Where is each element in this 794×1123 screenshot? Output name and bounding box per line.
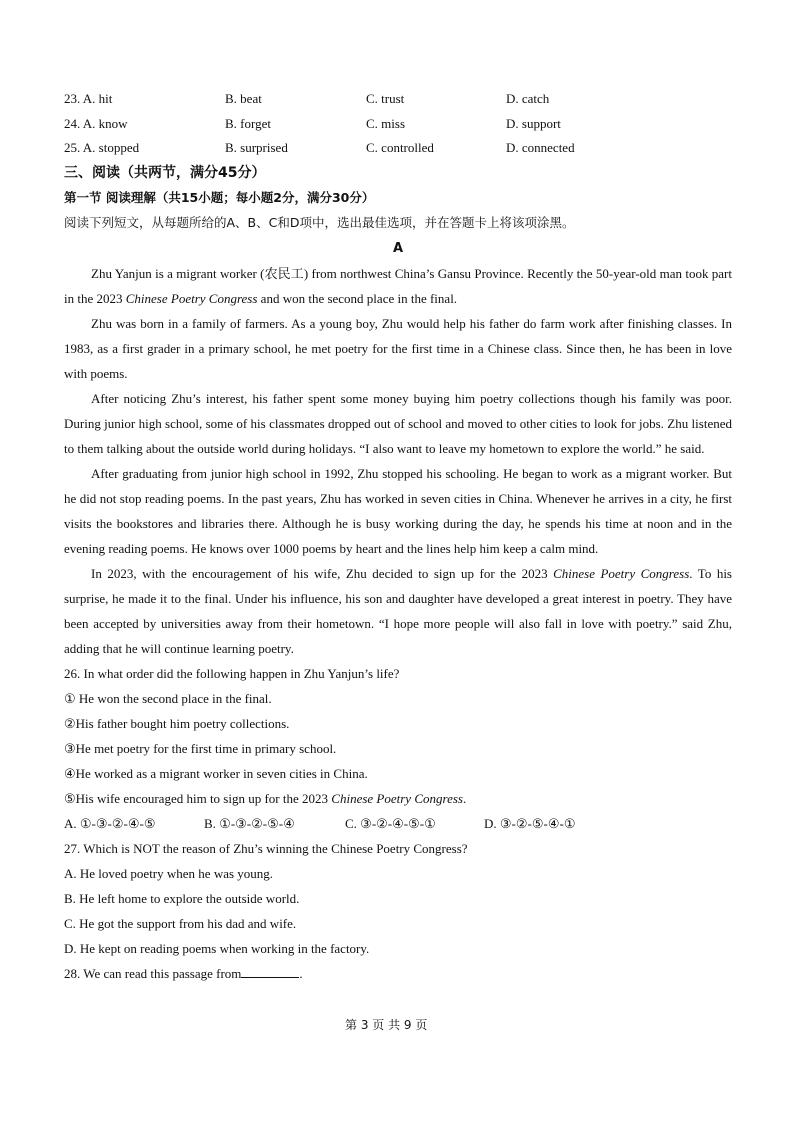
section-heading: 三、阅读（共两节，满分45分） xyxy=(64,164,266,181)
choice-row-25 xyxy=(64,136,732,161)
answer-blank[interactable] xyxy=(241,965,299,978)
question-26-option-a[interactable]: A. ①-③-②-④-⑤ xyxy=(64,815,156,831)
choice-23-b: B. beat xyxy=(225,91,262,107)
question-27-option-d[interactable]: D. He kept on reading poems when working in the factory. xyxy=(64,940,370,956)
passage-paragraph-3: After noticing Zhu’s interest, his father spent some money buying him poetry collections though his family was poor. During junior high school, some of his classmates dropped out of school and moved to other cities to look for jobs. Zhu listened to them talking about the outside world during holidays. “I also want to leave my hometown to explore the world.” he said. xyxy=(64,390,732,456)
question-27-option-a[interactable]: A. He loved poetry when he was young. xyxy=(64,865,274,881)
choices-block xyxy=(64,87,732,161)
choice-row-23 xyxy=(64,87,732,112)
question-26-item-1: ① He won the second place in the final. xyxy=(64,690,272,706)
question-26 xyxy=(64,661,732,836)
question-27-option-b[interactable]: B. He left home to explore the outside world. xyxy=(64,890,300,906)
choice-row-24 xyxy=(64,112,732,137)
question-26-item-2: ②His father bought him poetry collections. xyxy=(64,715,290,731)
choice-23-c: C. trust xyxy=(366,91,405,107)
passage-paragraph-1: Zhu Yanjun is a migrant worker (农民工) from northwest China’s Gansu Province. Recently the 50-year-old man took part in the 2023 Chinese Poetry Congress and won the second place in the final. xyxy=(64,265,732,306)
question-28-stem: 28. We can read this passage from xyxy=(64,965,242,981)
question-26-option-d[interactable]: D. ③-②-⑤-④-① xyxy=(484,815,576,831)
choice-24-c: C. miss xyxy=(366,115,406,131)
passage-paragraph-2: Zhu was born in a family of farmers. As a young boy, Zhu would help his father do farm work after finishing classes. In 1983, as a first grader in a primary school, he met poetry for the first time in a Chinese class. Since then, he has been in love with poems. xyxy=(64,315,732,381)
passage-paragraph-4: After graduating from junior high school in 1992, Zhu stopped his schooling. He began to work as a migrant worker. But he did not stop reading poems. In the past years, Zhu has worked in seven cities in China. Whenever he arrives in a city, he first visits the bookstores and libraries there. Although he is busy working during the day, he spends his time at noon and in the evening reading poems. He knows over 1000 poems by heart and the lines help him keep a calm mind. xyxy=(64,465,732,556)
question-27-stem: 27. Which is NOT the reason of Zhu’s winning the Chinese Poetry Congress? xyxy=(64,840,468,856)
question-27-option-c[interactable]: C. He got the support from his dad and wife. xyxy=(64,915,297,931)
passage-body xyxy=(64,261,732,661)
question-26-option-b[interactable]: B. ①-③-②-⑤-④ xyxy=(204,815,295,831)
question-27 xyxy=(64,836,732,961)
question-26-item-4: ④He worked as a migrant worker in seven cities in China. xyxy=(64,765,368,781)
exam-page xyxy=(64,87,732,986)
choice-25-d: D. connected xyxy=(506,140,575,156)
choice-24-a: 24. A. know xyxy=(64,115,128,131)
question-26-stem: 26. In what order did the following happen in Zhu Yanjun’s life? xyxy=(64,665,400,681)
passage-paragraph-5: In 2023, with the encouragement of his wife, Zhu decided to sign up for the 2023 Chinese Poetry Congress. To his surprise, he made it to the final. Under his influence, his son and daughter have developed a great interest in poetry. They have been accepted by universities away from their hometown. “I hope more people will also fall in love with poetry.” said Zhu, adding that he will continue learning poetry. xyxy=(64,565,732,656)
passage-label: A xyxy=(392,240,404,256)
question-26-options xyxy=(64,811,732,836)
question-26-item-3: ③He met poetry for the first time in primary school. xyxy=(64,740,337,756)
choice-25-a: 25. A. stopped xyxy=(64,140,140,156)
choice-23-a: 23. A. hit xyxy=(64,91,113,107)
question-26-item-5: ⑤His wife encouraged him to sign up for the 2023 Chinese Poetry Congress. xyxy=(64,790,467,806)
subsection-heading: 第一节 阅读理解（共15小题；每小题2分，满分30分） xyxy=(64,189,375,205)
page-number: 第 3 页 共 9 页 xyxy=(345,1018,428,1032)
choice-25-b: B. surprised xyxy=(225,140,288,156)
question-26-option-c[interactable]: C. ③-②-④-⑤-① xyxy=(345,815,436,831)
choice-24-b: B. forget xyxy=(225,115,271,131)
choice-23-d: D. catch xyxy=(506,91,550,107)
choice-24-d: D. support xyxy=(506,115,561,131)
question-28: 28. We can read this passage from . xyxy=(64,965,303,981)
instruction-text: 阅读下列短文，从每题所给的A、B、C和D项中，选出最佳选项，并在答题卡上将该项涂黑。 xyxy=(64,214,575,230)
choice-25-c: C. controlled xyxy=(366,140,434,156)
